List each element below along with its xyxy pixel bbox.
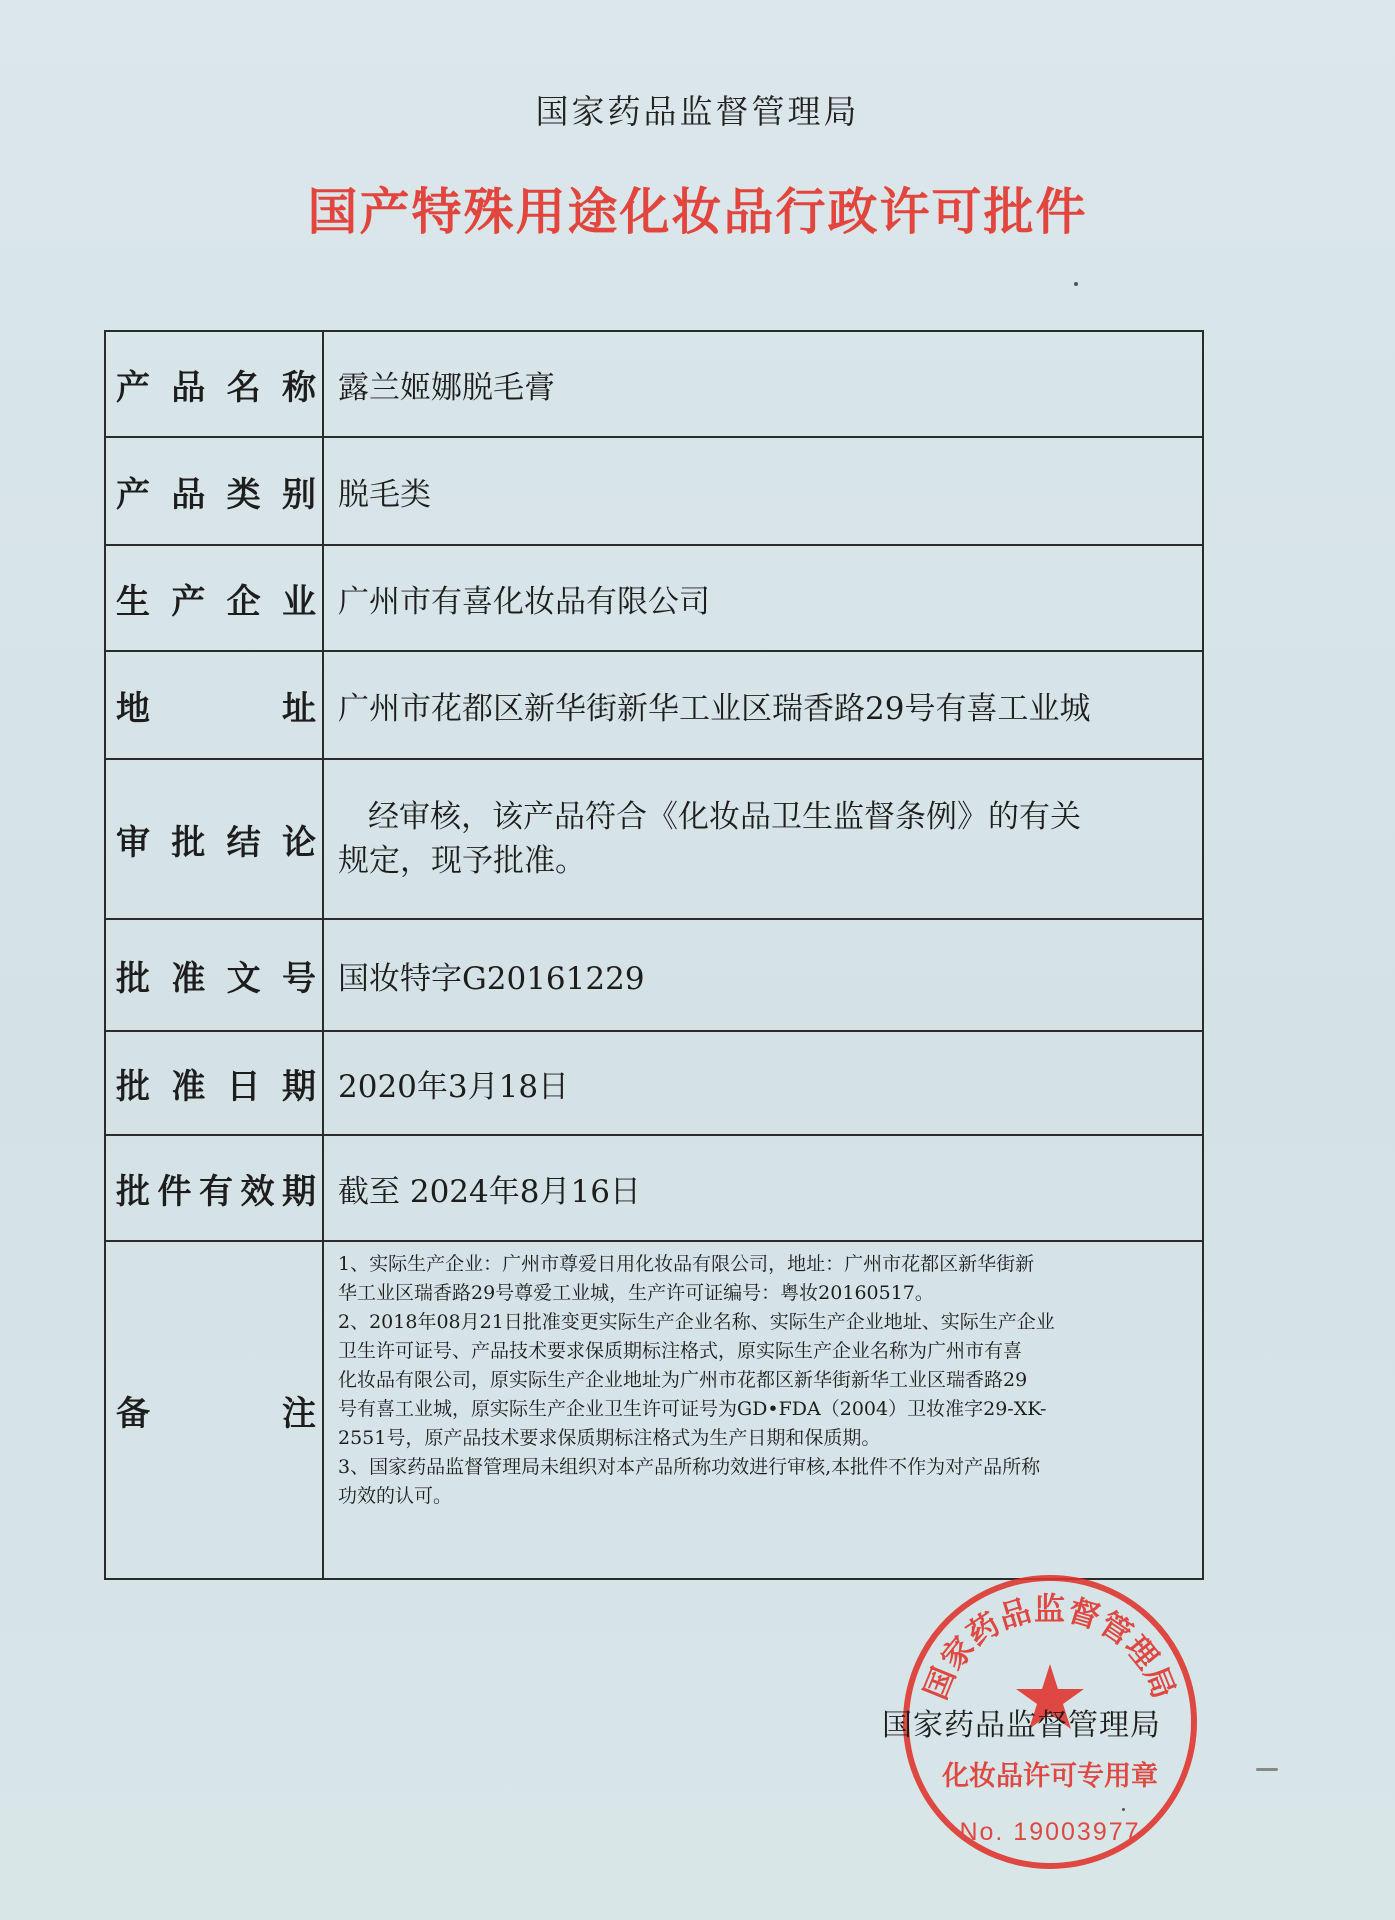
scan-speck [1122, 1808, 1125, 1811]
remark-line: 3、国家药品监督管理局未组织对本产品所称功效进行审核,本批件不作为对产品所称 [338, 1456, 1041, 1478]
value-approval-no: 国妆特字G20161229 [323, 919, 1203, 1031]
seal-bottom-text: 化妆品许可专用章 [942, 1761, 1158, 1792]
remark-line: 化妆品有限公司，原实际生产企业地址为广州市花都区新华街新华工业区瑞香路29 [338, 1369, 1028, 1391]
row-approval-date [105, 1031, 1203, 1135]
label-manufacturer: 生产企业 [105, 545, 323, 651]
row-manufacturer [105, 545, 1203, 651]
label-validity: 批件有效期 [105, 1135, 323, 1241]
value-conclusion [323, 759, 1203, 919]
label-conclusion: 审批结论 [105, 759, 323, 919]
remark-line: 卫生许可证号、产品技术要求保质期标注格式，原实际生产企业名称为广州市有喜 [338, 1340, 1023, 1362]
value-manufacturer: 广州市有喜化妆品有限公司 [323, 545, 1203, 651]
row-product-category [105, 437, 1203, 545]
remark-line: 号有喜工业城，原实际生产企业卫生许可证号为GD•FDA（2004）卫妆准字29-XK- [338, 1398, 1047, 1420]
remark-line: 2551号，原产品技术要求保质期标注格式为生产日期和保质期。 [338, 1427, 881, 1449]
remark-line: 1、实际生产企业：广州市尊爱日用化妆品有限公司，地址：广州市花都区新华街新 [338, 1253, 1035, 1275]
footer-agency-signature: 国家药品监督管理局 [882, 1708, 1161, 1743]
row-remarks [105, 1241, 1203, 1579]
row-product-name [105, 331, 1203, 437]
value-product-category: 脱毛类 [323, 437, 1203, 545]
scan-speck [1256, 1768, 1278, 1771]
issuing-agency-header: 国家药品监督管理局 [535, 92, 860, 131]
conclusion-line-1: 经审核，该产品符合《化妆品卫生监督条例》的有关 [368, 799, 1081, 835]
seal-ring-text: 国家药品监督管理局 [917, 1591, 1183, 1705]
row-address [105, 651, 1203, 759]
remark-line: 功效的认可。 [338, 1485, 453, 1507]
permit-table [104, 330, 1204, 1580]
value-address: 广州市花都区新华街新华工业区瑞香路29号有喜工业城 [323, 651, 1203, 759]
row-approval-no [105, 919, 1203, 1031]
row-validity [105, 1135, 1203, 1241]
seal-number: No. 19003977 [959, 1818, 1141, 1846]
label-approval-no: 批准文号 [105, 919, 323, 1031]
document-title: 国产特殊用途化妆品行政许可批件 [307, 183, 1088, 241]
label-address: 地址 [105, 651, 323, 759]
value-remarks [323, 1241, 1203, 1579]
value-product-name: 露兰姬娜脱毛膏 [323, 331, 1203, 437]
scan-speck [1074, 282, 1078, 286]
row-conclusion [105, 759, 1203, 919]
conclusion-line-2: 规定，现予批准。 [338, 843, 586, 879]
label-product-name: 产品名称 [105, 331, 323, 437]
label-product-category: 产品类别 [105, 437, 323, 545]
value-approval-date: 2020年3月18日 [323, 1031, 1203, 1135]
remark-line: 2、2018年08月21日批准变更实际生产企业名称、实际生产企业地址、实际生产企业 [338, 1311, 1055, 1333]
value-validity: 截至 2024年8月16日 [323, 1135, 1203, 1241]
label-remarks: 备注 [105, 1241, 323, 1579]
label-approval-date: 批准日期 [105, 1031, 323, 1135]
remark-line: 华工业区瑞香路29号尊爱工业城，生产许可证编号：粤妆20160517。 [338, 1282, 934, 1304]
